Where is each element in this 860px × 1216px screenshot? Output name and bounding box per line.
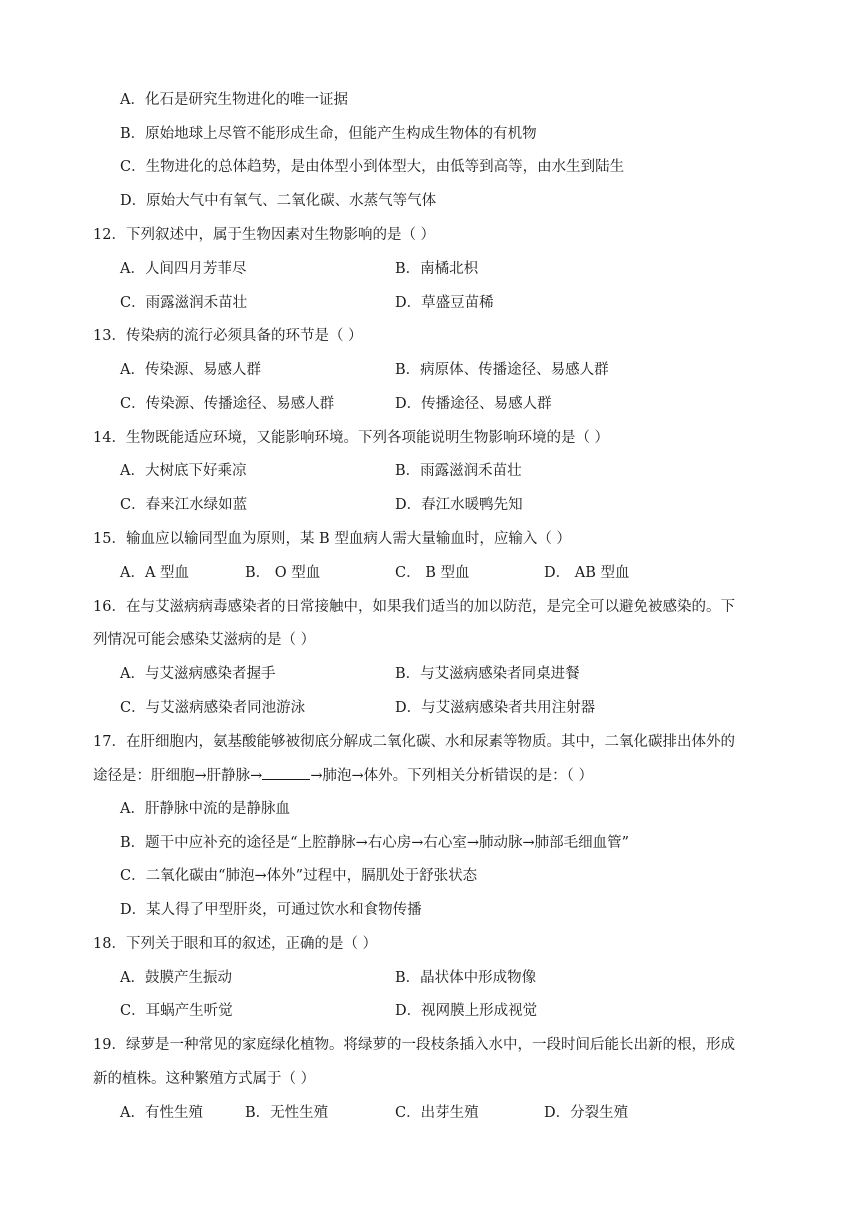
q17-stem-before-blank: 途径是：肝细胞→肝静脉→ (93, 768, 263, 784)
q16-option-b: B．与艾滋病感染者同桌进餐 (395, 666, 580, 682)
q13-option-b: B．病原体、传播途径、易感人群 (395, 362, 609, 378)
q16-option-c: C．与艾滋病感染者同池游泳 (120, 700, 306, 716)
q14-option-a: A．大树底下好乘凉 (120, 463, 247, 479)
q12-option-b: B．南橘北枳 (395, 261, 479, 277)
q17-stem-line-2 (93, 765, 593, 785)
q19-stem-line-1: 19．绿萝是一种常见的家庭绿化植物。将绿萝的一段枝条插入水中，一段时间后能长出新的根，形成 (93, 1037, 735, 1053)
q15-option-c: C． B 型血 (395, 565, 470, 581)
q12-option-a: A．人间四月芳菲尽 (120, 261, 247, 277)
q11-option-d: D．原始大气中有氧气、二氧化碳、水蒸气等气体 (120, 193, 437, 209)
q17-option-c: C．二氧化碳由“肺泡→体外”过程中，膈肌处于舒张状态 (120, 868, 478, 884)
q17-option-a: A．肝静脉中流的是静脉血 (120, 801, 290, 817)
q14-stem: 14．生物既能适应环境，又能影响环境。下列各项能说明生物影响环境的是（ ） (93, 430, 610, 446)
q12-stem: 12．下列叙述中，属于生物因素对生物影响的是（ ） (93, 227, 436, 243)
q18-option-d: D．视网膜上形成视觉 (395, 1003, 538, 1019)
q11-option-c: C．生物进化的总体趋势，是由体型小到体型大，由低等到高等，由水生到陆生 (120, 159, 625, 175)
q17-stem-after-blank: →肺泡→体外。下列相关分析错误的是：（ ） (310, 768, 593, 784)
q11-option-b: B．原始地球上尽管不能形成生命，但能产生构成生物体的有机物 (120, 126, 537, 142)
q13-option-c: C．传染源、传播途径、易感人群 (120, 396, 335, 412)
q15-option-d: D． AB 型血 (544, 565, 630, 581)
q19-option-c: C．出芽生殖 (395, 1105, 479, 1121)
q14-option-b: B．雨露滋润禾苗壮 (395, 463, 522, 479)
q18-option-a: A．鼓膜产生振动 (120, 970, 232, 986)
q15-stem: 15．输血应以输同型血为原则，某 B 型血病人需大量输血时，应输入（ ） (93, 531, 571, 547)
q17-answer-blank (262, 765, 310, 780)
q12-option-d: D．草盛豆苗稀 (395, 295, 494, 311)
q17-option-d: D．某人得了甲型肝炎，可通过饮水和食物传播 (120, 902, 422, 918)
q17-option-b: B．题干中应补充的途径是“上腔静脉→右心房→右心室→肺动脉→肺部毛细血管” (120, 835, 630, 851)
q17-stem-line-1: 17．在肝细胞内，氨基酸能够被彻底分解成二氧化碳、水和尿素等物质。其中，二氧化碳排出体外的 (93, 734, 735, 750)
q13-stem: 13．传染病的流行必须具备的环节是（ ） (93, 328, 363, 344)
q13-option-d: D．传播途径、易感人群 (395, 396, 552, 412)
q19-option-d: D．分裂生殖 (544, 1105, 629, 1121)
q18-stem: 18．下列关于眼和耳的叙述，正确的是（ ） (93, 936, 378, 952)
q14-option-c: C．春来江水绿如蓝 (120, 497, 248, 513)
q13-option-a: A．传染源、易感人群 (120, 362, 261, 378)
q18-option-c: C．耳蜗产生听觉 (120, 1003, 233, 1019)
q16-option-d: D．与艾滋病感染者共用注射器 (395, 700, 596, 716)
q12-option-c: C．雨露滋润禾苗壮 (120, 295, 248, 311)
q16-stem-line-2: 列情况可能会感染艾滋病的是（ ） (93, 632, 316, 648)
q19-option-b: B．无性生殖 (245, 1105, 329, 1121)
q14-option-d: D．春江水暖鸭先知 (395, 497, 523, 513)
q19-stem-line-2: 新的植株。这种繁殖方式属于（ ） (93, 1071, 316, 1087)
q18-option-b: B．晶状体中形成物像 (395, 970, 537, 986)
q16-stem-line-1: 16．在与艾滋病病毒感染者的日常接触中，如果我们适当的加以防范，是完全可以避免被感染的。下 (93, 599, 735, 615)
q15-option-b: B． O 型血 (245, 565, 321, 581)
q16-option-a: A．与艾滋病感染者握手 (120, 666, 276, 682)
q15-option-a: A．A 型血 (120, 565, 190, 581)
q11-option-a: A．化石是研究生物进化的唯一证据 (120, 92, 348, 108)
q19-option-a: A．有性生殖 (120, 1105, 203, 1121)
